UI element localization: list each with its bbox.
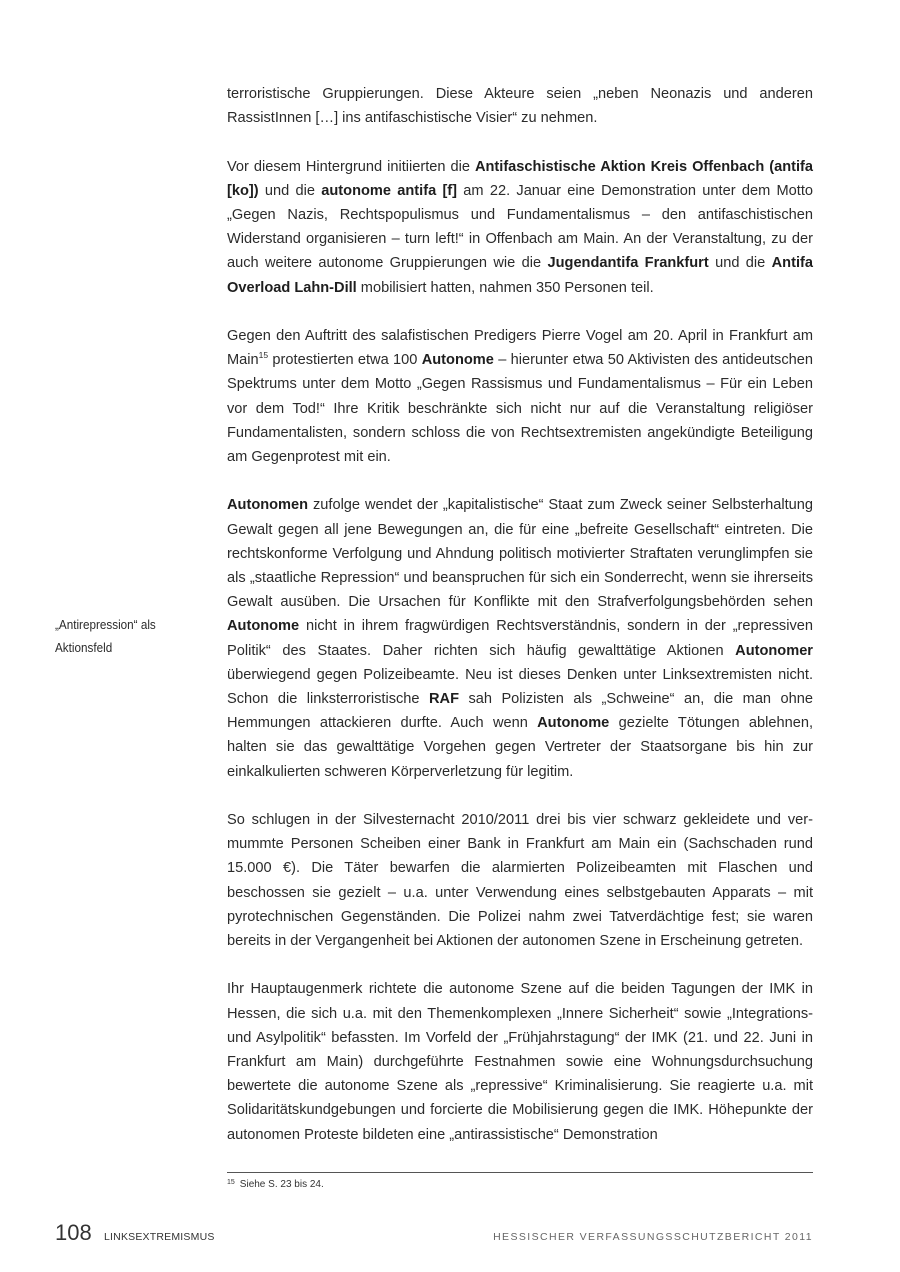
report-title: HESSISCHER VERFASSUNGSSCHUTZBERICHT 2011 <box>493 1231 813 1243</box>
text-run: sah Polizisten als „Schweine“ an, die man ohne Hemmungen attackieren durfte. Auch wenn <box>227 691 813 732</box>
text-run: gezielte Tötungen ablehnen, halten sie das gewalttätige Vorgehen gegen Vertreter der Staatsorgane bis hin zur einkalkulierten schweren Körperverletzung für legitim. <box>227 715 813 780</box>
paragraph <box>227 493 813 783</box>
bold-term: RAF <box>428 691 459 708</box>
bold-term: Antifa Overload Lahn-Dill <box>227 255 813 296</box>
margin-note <box>55 613 199 659</box>
margin-note-line: Aktionsfeld <box>55 640 113 655</box>
text-run: – hierunter etwa 50 Aktivisten des antideutschen Spektrums unter dem Motto „Gegen Rassismus und Fundamentalismus – Für ein Leben vor dem Tod!“ Ihre Kritik beschränkte sich nicht nur auf die Veranstaltung religiöser Fundamentalisten, sondern schloss die von Rechtsextremisten angekündigte Beteiligung am Gegenprotest mit ein. <box>227 352 813 466</box>
text-run: zufolge wendet der „kapitalistische“ Staat zum Zweck seiner Selbsterhaltung Gewalt gegen all jene Bewegungen an, die für eine „befreite Gesellschaft“ eintreten. Die rechtskonforme Verfolgung und Ahndung politisch motivierter Straftaten verunglimpfen sie als „staatliche Repression“ und beanspruchen für sich ein Sonderrecht, wenn sie ihrerseits Gewalt ausüben. Die Ursachen für Konflikte mit den Strafverfolgungsbehörden sehen <box>227 497 813 611</box>
bold-term: Autonomen <box>227 497 309 514</box>
section-label: LINKSEXTREMISMUS <box>104 1231 215 1243</box>
text-run: Ihr Hauptaugenmerk richtete die autonome Szene auf die beiden Tagungen der IMK in Hessen, die sich u.a. mit den Themenkomplexen „Innere Sicherheit“ sowie „Integrations- und Asylpolitik“ befassten. Im Vorfeld der „Frühjahrstagung“ der IMK (21. und 22. Juni in Frankfurt am Main) durchgeführte Festnahmen sowie eine Wohnungsdurchsuchung bewertete die autonome Szene als „repressive“ Kriminalisierung. Sie reagierte u.a. mit Solidaritätskundgebungen und forcierte die Mobilisierung gegen die IMK. Höhepunkte der autonomen Proteste bildeten eine „antirassistische“ Demonstration <box>227 981 813 1143</box>
bold-term: autonome antifa [f] <box>321 182 458 199</box>
text-run: überwiegend gegen Polizeibeamte. Neu ist dieses Denken unter Linksextremisten nicht. Schon die linksterroristische <box>227 666 813 708</box>
paragraph <box>227 977 813 1146</box>
paragraph <box>227 324 813 469</box>
footnote-divider <box>227 1172 813 1173</box>
text-run: und die <box>258 182 322 199</box>
text-run: Vor diesem Hintergrund initiierten die <box>227 158 475 175</box>
footnote-text: Siehe S. 23 bis 24. <box>239 1179 324 1190</box>
bold-term: Autonome <box>227 618 300 635</box>
bold-term: Autonome <box>537 715 610 732</box>
text-run: am 22. Januar eine Demonstration unter dem Motto „Gegen Nazis, Rechtspopulismus und Fundamentalismus – den antifaschistischen Widerstand organisieren – turn left!“ in Offenbach am Main. An der Veranstaltung, zu der auch weitere autonome Gruppierungen wie die <box>227 182 813 272</box>
text-run: mobilisiert hatten, nahmen 350 Personen teil. <box>356 279 654 296</box>
text-run: terroristische Gruppierungen. Diese Akteure seien „neben Neonazis und anderen RassistInnen […] ins antifaschistische Visier“ zu nehmen. <box>227 86 813 127</box>
paragraph <box>227 82 813 130</box>
footnote-number: 15 <box>227 1179 235 1186</box>
page-number: 108 <box>55 1220 92 1245</box>
bold-term: Autonomer <box>735 642 813 659</box>
bold-term: Antifaschistische Aktion Kreis Offenbach (antifa [ko]) <box>227 158 813 199</box>
paragraph <box>227 808 813 953</box>
text-run: und die <box>708 255 772 272</box>
footnote <box>227 1176 813 1191</box>
text-run: Gegen den Auftritt des salafistischen Predigers Pierre Vogel am 20. April in Frankfurt am Main <box>227 328 813 369</box>
text-run: protestierten etwa 100 <box>268 352 422 369</box>
text-run: nicht in ihrem fragwürdigen Rechtsverständnis, sondern in der „repressiven Politik“ des Staates. Daher richten sich häufig gewalttätige Aktionen <box>227 618 813 659</box>
body-text <box>227 82 813 1147</box>
paragraph <box>227 155 813 300</box>
margin-note-line: „Antirepression“ als <box>55 617 156 632</box>
footnote-ref: 15 <box>258 350 269 361</box>
text-run: So schlugen in der Silvesternacht 2010/2011 drei bis vier schwarz gekleidete und vermummte Personen Scheiben einer Bank in Frankfurt am Main ein (Sachschaden rund 15.000 €). Die Täter bewarfen die alarmierten Polizeibeamten mit Flaschen und beschossen sie gezielt – u.a. unter Verwendung eines selbstgebauten Apparats – mit pyrotechnischen Gegenständen. Die Polizei nahm zwei Tatverdächtige fest; sie waren bereits in der Vergangenheit bei Aktionen der autonomen Szene in Erscheinung getreten. <box>227 812 813 950</box>
bold-term: Autonome <box>421 352 494 369</box>
bold-term: Jugendantifa Frankfurt <box>547 255 709 272</box>
